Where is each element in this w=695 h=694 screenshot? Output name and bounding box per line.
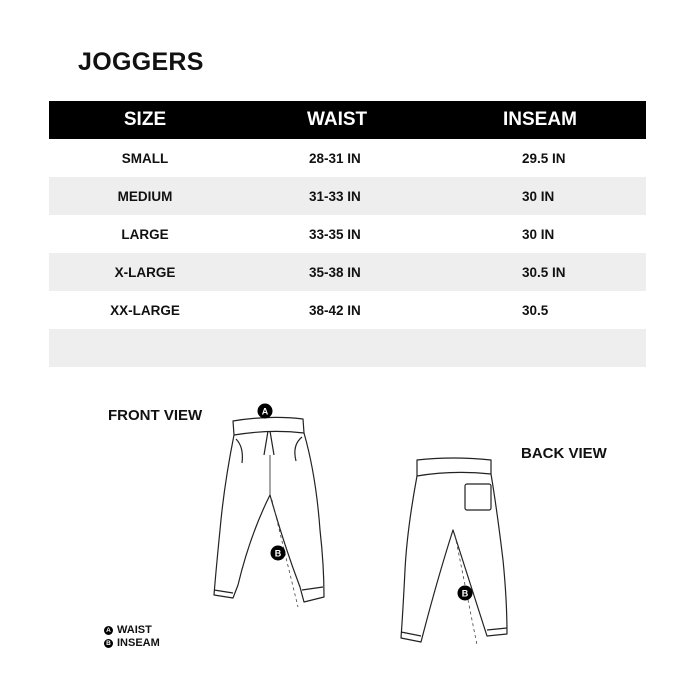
legend-label-inseam: INSEAM <box>117 637 160 649</box>
marker-b-back <box>457 585 473 601</box>
cell-size: SMALL <box>121 150 169 166</box>
legend-label-waist: WAIST <box>117 624 152 636</box>
cell-size: X-LARGE <box>114 264 176 280</box>
legend-item-waist <box>104 624 160 637</box>
table-row <box>49 177 646 215</box>
header-waist: WAIST <box>307 109 368 130</box>
front-view-joggers-illustration <box>200 395 340 615</box>
back-view-joggers-illustration <box>395 450 535 655</box>
cell-size: MEDIUM <box>117 188 173 204</box>
back-view-label: BACK VIEW <box>521 445 607 462</box>
cell-waist: 33-35 IN <box>309 226 361 242</box>
table-row <box>49 253 646 291</box>
table-row <box>49 215 646 253</box>
header-inseam: INSEAM <box>503 109 577 130</box>
cell-inseam: 30 IN <box>522 226 555 242</box>
legend-marker-a: A <box>104 626 113 635</box>
marker-a-letter: A <box>261 406 269 417</box>
size-table <box>49 101 646 367</box>
cell-inseam: 30.5 IN <box>522 264 566 280</box>
cell-size: LARGE <box>121 226 169 242</box>
table-row <box>49 139 646 177</box>
marker-a-front <box>257 403 273 419</box>
cell-waist: 31-33 IN <box>309 188 361 204</box>
cell-inseam: 29.5 IN <box>522 150 566 166</box>
table-row-empty <box>49 329 646 367</box>
header-size: SIZE <box>123 109 167 130</box>
legend-marker-b: B <box>104 639 113 648</box>
page-title: JOGGERS <box>78 48 204 76</box>
legend <box>104 624 160 650</box>
cell-size: XX-LARGE <box>110 302 180 318</box>
marker-b-letter: B <box>461 588 469 599</box>
front-view-label: FRONT VIEW <box>108 407 203 424</box>
legend-item-inseam <box>104 637 160 650</box>
cell-waist: 35-38 IN <box>309 264 361 280</box>
cell-waist: 38-42 IN <box>309 302 361 318</box>
table-header <box>49 101 646 139</box>
marker-b-front <box>270 545 286 561</box>
cell-inseam: 30.5 <box>522 302 549 318</box>
table-row <box>49 291 646 329</box>
marker-b-letter: B <box>274 548 282 559</box>
cell-waist: 28-31 IN <box>309 150 361 166</box>
cell-inseam: 30 IN <box>522 188 555 204</box>
